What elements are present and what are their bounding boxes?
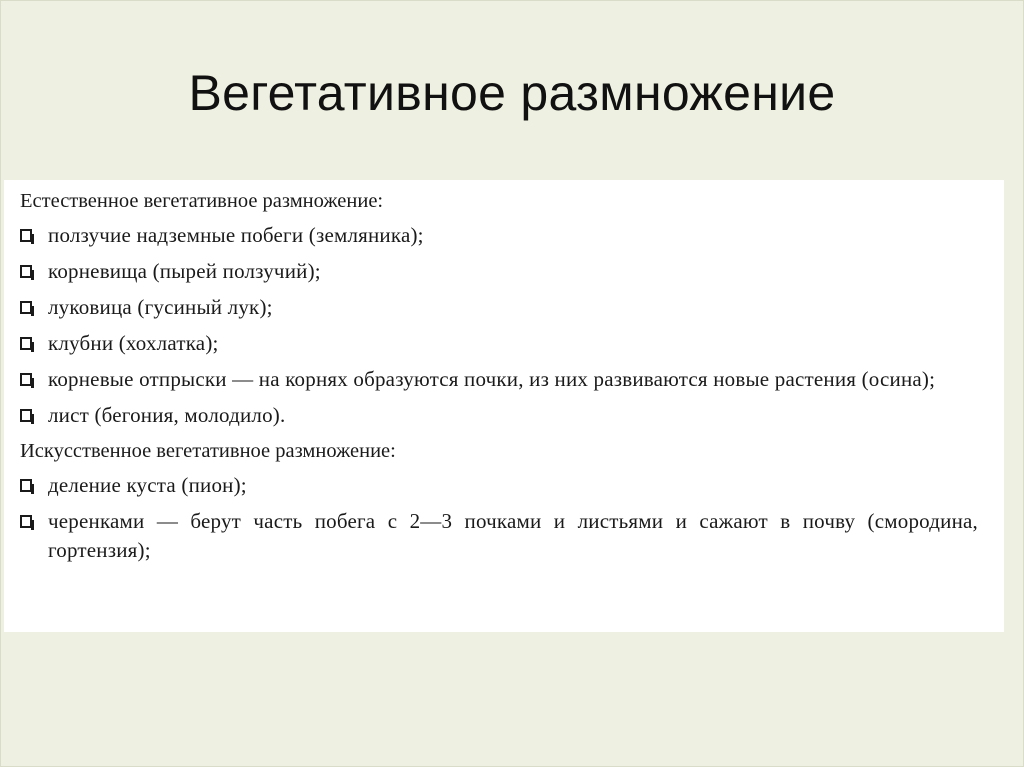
list-item-natural-2 (20, 257, 978, 286)
list-item-text: клубни (хохлатка); (48, 331, 219, 355)
checkbox-bullet-icon (20, 229, 32, 242)
list-item-natural-4 (20, 329, 978, 358)
list-item-natural-1 (20, 221, 978, 250)
natural-heading: Естественное вегетативное размножение: (20, 190, 384, 212)
checkbox-bullet-icon (20, 301, 32, 314)
list-item-text: лист (бегония, молодило). (48, 403, 286, 427)
checkbox-bullet-icon (20, 373, 32, 386)
content-panel (4, 180, 1004, 632)
checkbox-bullet-icon (20, 337, 32, 350)
slide-title: Вегетативное размножение (188, 65, 836, 121)
list-item-text: черенками — берут часть побега с 2—3 почками и листьями и сажают в почву (смородина, гортензия); (48, 509, 978, 562)
list-item-natural-3 (20, 293, 978, 322)
list-item-text: корневища (пырей ползучий); (48, 259, 321, 283)
checkbox-bullet-icon (20, 515, 32, 528)
artificial-heading: Искусственное вегетативное размножение: (20, 440, 396, 462)
list-item-artificial-1 (20, 471, 978, 500)
checkbox-bullet-icon (20, 409, 32, 422)
list-item-text: деление куста (пион); (48, 473, 247, 497)
list-item-natural-6 (20, 401, 978, 430)
list-item-text: ползучие надземные побеги (земляника); (48, 223, 424, 247)
checkbox-bullet-icon (20, 265, 32, 278)
checkbox-bullet-icon (20, 479, 32, 492)
list-item-artificial-2 (20, 507, 978, 565)
list-item-natural-5 (20, 365, 978, 394)
list-item-text: луковица (гусиный лук); (48, 295, 273, 319)
list-item-text: корневые отпрыски — на корнях образуются почки, из них развиваются новые растения (осина); (48, 367, 936, 391)
